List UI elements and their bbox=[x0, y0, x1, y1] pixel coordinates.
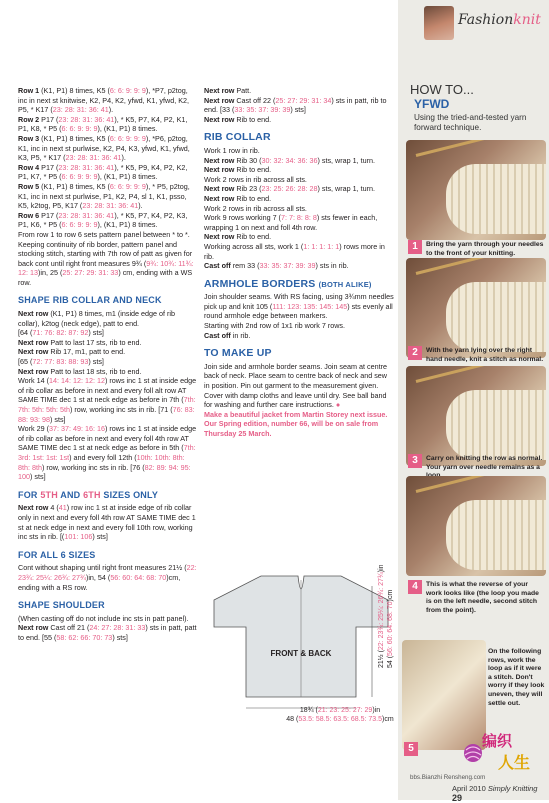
section-heading-to-make-up: TO MAKE UP bbox=[204, 347, 272, 360]
step-caption: With the yarn lying over the right hand needle, knit a stitch as normal. bbox=[426, 347, 544, 363]
instruction: Work 2 rows in rib across all sts. bbox=[204, 174, 307, 184]
next-row: Next row Rib 17, m1, patt to end. bbox=[18, 347, 126, 357]
row-6: Row 6 P17 (23: 28: 31: 36: 41), * K5, P7, K4, P2, K3, P1, K6, * P5 (6: 6: 9: 9: 9), (K1, P1) 8 times. bbox=[18, 210, 188, 230]
technique-name: YFWD bbox=[414, 97, 450, 111]
next-row: Next row Patt to last 18 sts, rib to end. bbox=[18, 366, 142, 376]
next-row: Next row Cast off 21 (24: 27: 28: 31: 33) sts in patt, patt to end. [55 (58: 62: 66: 70: 73) sts] bbox=[18, 623, 197, 642]
watermark-logo: 编织 人生 bbox=[462, 728, 546, 782]
watermark-url: bbs.Bianzhi Rensheng.com bbox=[410, 774, 486, 781]
pattern-column-2 bbox=[204, 86, 394, 439]
stitch-count: [64 (71: 76: 82: 87: 92) sts] bbox=[18, 328, 104, 338]
section-heading-shape-rib-collar: SHAPE RIB COLLAR AND NECK bbox=[18, 295, 162, 306]
section-heading-5th-6th: FOR 5TH AND 6TH SIZES ONLY bbox=[18, 489, 159, 500]
step-number: 2 bbox=[408, 346, 422, 360]
section-heading-all-sizes: FOR ALL 6 SIZES bbox=[18, 549, 96, 560]
row-3: Row 3 (K1, P1) 8 times, K5 (6: 6: 9: 9: 9), *P6, p2tog, K1, inc in next st purlwise, K2, P4, K3, yfwd, K1, yfwd, K3, P5, * K17 (23: 28: 31: 36: 41). bbox=[18, 133, 190, 163]
stitch-count: [65 (72: 77: 83: 88: 93) sts] bbox=[18, 357, 104, 367]
bullet-dot-icon: ● bbox=[335, 400, 341, 410]
step-2-photo bbox=[406, 258, 546, 358]
row-4: Row 4 P17 (23: 28: 31: 36: 41), * K5, P9, K4, P2, K2, P1, K7, * P5 (6: 6: 9: 9: 9), (K1, P1) 8 times. bbox=[18, 162, 188, 182]
step-number: 4 bbox=[408, 580, 422, 594]
section-heading-rib-collar: RIB COLLAR bbox=[204, 131, 271, 144]
instruction: Work 2 rows in rib across all sts. bbox=[204, 203, 307, 213]
technique-intro: Using the tried-and-tested yarn forward technique. bbox=[414, 113, 527, 132]
page-footer: April 2010 Simply Knitting 29 bbox=[452, 784, 538, 803]
next-row: Next row Rib to end. bbox=[204, 193, 272, 203]
pattern-column-1 bbox=[18, 86, 198, 642]
section-heading-armhole-borders: ARMHOLE BORDERS (BOTH ALIKE) bbox=[204, 277, 372, 290]
section-brand: Fashionknit bbox=[458, 12, 541, 28]
cont-paragraph: Cont without shaping until right front measures 21½ (22: 23¾: 25¼: 26¾: 27¾)in, 54 (56: 60: 64: 68: 70)cm, ending with a RS row. bbox=[18, 563, 197, 592]
width-dimension: 18¾ (21: 23: 25: 27: 29)in 48 (53.5: 58.5: 63.5: 68.5: 73.5)cm bbox=[286, 707, 394, 723]
how-to-title: HOW TO... bbox=[410, 82, 474, 97]
height-dimension-in: 21½ (22: 23¾: 25¼: 26¾: 27¾)in bbox=[378, 564, 385, 668]
instruction: Join shoulder seams. With RS facing, using 3¾mm needles pick up and knit 105 (111: 123: 135: 145: 145) sts evenly all round armhole edge between markers. bbox=[204, 292, 394, 321]
row-5: Row 5 (K1, P1) 8 times, K5 (6: 6: 9: 9: 9), * P5, p2tog, K1, inc in next st purlwise, P1, K2, P4, sl 1, K1, psso, K5, k2tog, P5, K17 (23: 28: 31: 36: 41). bbox=[18, 181, 190, 211]
casting-note: (When casting off do not include inc sts in patt panel). bbox=[18, 613, 189, 623]
next-row: Next row Rib to end. bbox=[204, 165, 272, 175]
pattern-panel-note: From row 1 to row 6 sets pattern panel between * to *. bbox=[18, 229, 190, 239]
step-caption: This is what the reverse of your work looks like (the loop you made is on the left needle, second stitch from the point). bbox=[426, 581, 539, 614]
height-dimension-cm: 54 (56: 60: 64: 68: 70)cm bbox=[387, 589, 394, 668]
instruction: Working across all sts, work 1 (1: 1: 1: 1: 1) rows more in rib. bbox=[204, 241, 385, 261]
continuity-paragraph: Keeping continuity of rib border, pattern panel and stocking stitch, starting with 7th row of patt as given for back cont until right front measures 9¾ (9¾: 10¾: 11¾: 12: 13)in, 25 (25: 27: 29: 31: 33) cm, ending with a WS row. bbox=[18, 239, 194, 287]
next-row: Next row Patt. bbox=[204, 86, 252, 95]
instruction: Work 1 row in rib. bbox=[204, 145, 260, 155]
row-2: Row 2 P17 (23: 28: 31: 36: 41), * K5, P7, K4, P2, K1, P1, K8, * P5 (6: 6: 9: 9: 9), (K1, P1) 8 times. bbox=[18, 114, 188, 134]
instruction: Work 9 rows working 7 (7: 7: 8: 8: 8) sts fewer in each, wrapping 1 on next and foll 4th row. bbox=[204, 213, 378, 232]
step-caption: Bring the yarn through your needles to the front of your knitting. bbox=[426, 241, 544, 257]
step-1-photo bbox=[406, 140, 546, 240]
step-caption: Carry on knitting the row as normal. Your yarn over needle remains as a bbox=[426, 455, 543, 471]
step-number: 1 bbox=[408, 240, 422, 254]
step-4-photo bbox=[406, 476, 546, 576]
work-14-paragraph: Work 14 (14: 14: 12: 12: 12) rows inc 1 st at inside edge of rib collar as before in next and every foll alt row AT SAME TIME dec 1 st at neck edge as before in 7th (7th: 7th: 5th: 5th: 5th) row, working inc sts in rib. [71 (76: 83: 88: 93: 98) sts] bbox=[18, 376, 197, 424]
step-3-photo bbox=[406, 366, 546, 466]
step-number: 5 bbox=[404, 742, 418, 756]
instruction: Starting with 2nd row of 1x1 rib work 7 rows. bbox=[204, 321, 346, 331]
next-row: Next row 4 (41) row inc 1 st at inside edge of rib collar only in next and every foll 4th row AT SAME TIME dec 1 st at neck edge in next and every foll 10th row, working inc sts in rib. [(101: 106) sts] bbox=[18, 503, 196, 542]
promo-text: Make a beautiful jacket from Martin Storey next issue. Our Spring edition, number 66, will be on sale from Thursday 25 March. bbox=[204, 409, 388, 438]
page-number: 29 bbox=[452, 793, 463, 803]
step-caption: On the following rows, work the loop as if it were a stitch. Don't worry if they look uneven, they will settle out. bbox=[488, 648, 545, 707]
next-row: Next row (K1, P1) 8 times, m1 (inside edge of rib collar), k2tog (neck edge), patt to end. bbox=[18, 309, 175, 328]
author-photo bbox=[424, 6, 454, 40]
next-row: Next row Rib to end. bbox=[204, 232, 272, 242]
row-1: Row 1 (K1, P1) 8 times, K5 (6: 6: 9: 9: 9), *P7, p2tog, inc in next st knitwise, K2, P4, K2, yfwd, K1, yfwd, K2, P5, * K17 (23: 28: 31: 36: 41). bbox=[18, 86, 189, 115]
next-row: Next row Rib 30 (30: 32: 34: 36: 36) sts, wrap 1, turn. bbox=[204, 155, 376, 165]
work-29-paragraph: Work 29 (37: 37: 49: 16: 16) rows inc 1 st at inside edge of rib collar as before in next and every foll 4th row AT SAME TIME dec 1 st at neck edge as before in 5th (7th: 3rd: 1st: 1st: 1st) and every foll 12th (10th: 10th: 8th: 8th: 8th) row, working inc sts in rib. [76 (82: 89: 94: 95: 100) sts] bbox=[18, 424, 197, 482]
cast-off: Cast off in rib. bbox=[204, 330, 251, 340]
yarn-ball-icon bbox=[462, 740, 484, 766]
make-up-paragraph: Join side and armhole border seams. Join seam at centre back of neck. Place seam to centre back of neck and sew in position. Pin out garment to the measurement given. Cover with damp cloths and leave until dry. See ball band for washing and further care instructions. ● bbox=[204, 361, 387, 410]
step-number: 3 bbox=[408, 454, 422, 468]
next-row: Next row Rib 23 (23: 25: 26: 28: 28) sts, wrap 1, turn. bbox=[204, 184, 376, 194]
cast-off: Cast off rem 33 (33: 35: 37: 39: 39) sts in rib. bbox=[204, 261, 349, 271]
next-row: Next row Cast off 22 (25: 27: 29: 31: 34) sts in patt, rib to end. [33 (33: 35: 37: 39: 39) sts] bbox=[204, 95, 387, 115]
next-row: Next row Rib to end. bbox=[204, 114, 272, 124]
next-row: Next row Patt to last 17 sts, rib to end. bbox=[18, 337, 142, 347]
diagram-label: FRONT & BACK bbox=[270, 649, 332, 658]
section-heading-shape-shoulder: SHAPE SHOULDER bbox=[18, 600, 105, 611]
